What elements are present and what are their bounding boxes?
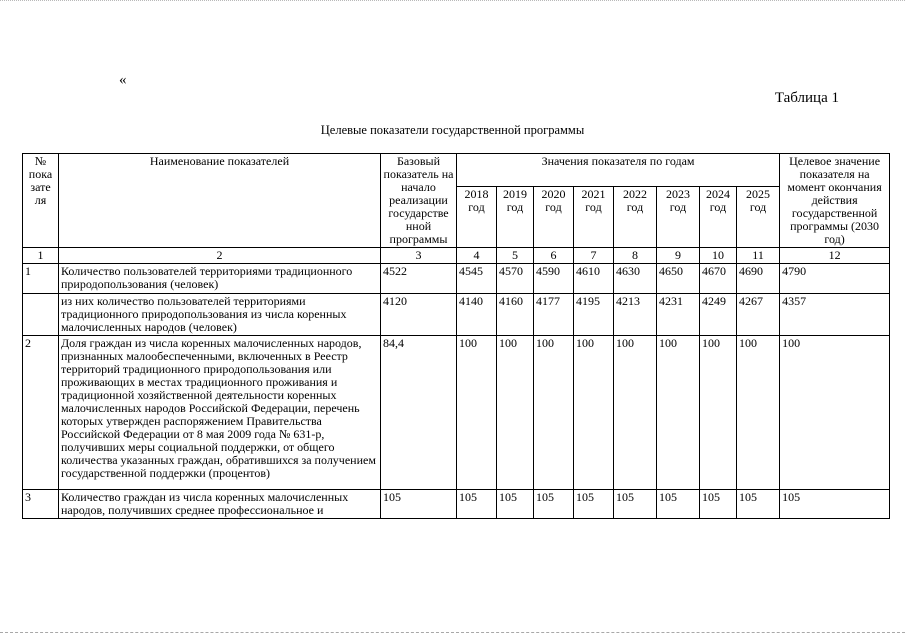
row-value: 100: [657, 336, 700, 490]
column-number-row: [23, 248, 890, 264]
row-value: 105: [614, 490, 657, 519]
column-number: 2: [59, 248, 381, 264]
row-value: 4267: [737, 294, 780, 336]
row-value: 4630: [614, 264, 657, 294]
column-number: 10: [700, 248, 737, 264]
row-base: 84,4: [381, 336, 457, 490]
row-target: 100: [780, 336, 890, 490]
quote-mark: «: [119, 72, 127, 88]
row-value: 105: [700, 490, 737, 519]
row-value: 4249: [700, 294, 737, 336]
table-number: Таблица 1: [774, 90, 839, 106]
table-row: [23, 490, 890, 519]
row-value: 100: [574, 336, 614, 490]
column-number: 8: [614, 248, 657, 264]
row-num: 2: [23, 336, 59, 490]
row-value: 4545: [457, 264, 497, 294]
row-target: 4357: [780, 294, 890, 336]
row-value: 100: [534, 336, 574, 490]
column-number: 6: [534, 248, 574, 264]
column-number: 3: [381, 248, 457, 264]
row-value: 4590: [534, 264, 574, 294]
column-number: 11: [737, 248, 780, 264]
row-name: Количество пользователей территориями традиционного природопользования (человек): [59, 264, 381, 294]
row-value: 105: [657, 490, 700, 519]
row-base: 105: [381, 490, 457, 519]
table-row: [23, 336, 890, 490]
indicators-table: [22, 153, 890, 519]
table-row: [23, 264, 890, 294]
column-number: 9: [657, 248, 700, 264]
scan-edge-bottom: [0, 632, 905, 635]
header-year: 2024 год: [700, 187, 737, 248]
header-row-1: [23, 154, 890, 187]
row-value: 4213: [614, 294, 657, 336]
row-value: 4650: [657, 264, 700, 294]
header-year: 2023 год: [657, 187, 700, 248]
row-value: 4690: [737, 264, 780, 294]
row-base: 4120: [381, 294, 457, 336]
row-num: [23, 294, 59, 336]
row-value: 105: [574, 490, 614, 519]
row-value: 4160: [497, 294, 534, 336]
row-name: Количество граждан из числа коренных малочисленных народов, получивших среднее профессиональное и: [59, 490, 381, 519]
header-year: 2022 год: [614, 187, 657, 248]
row-target: 4790: [780, 264, 890, 294]
row-value: 105: [457, 490, 497, 519]
scan-edge-top: [0, 0, 905, 5]
row-value: 105: [737, 490, 780, 519]
row-num: 1: [23, 264, 59, 294]
row-value: 4670: [700, 264, 737, 294]
header-year: 2019 год: [497, 187, 534, 248]
header-year: 2021 год: [574, 187, 614, 248]
table-row: [23, 294, 890, 336]
row-value: 100: [737, 336, 780, 490]
header-year: 2020 год: [534, 187, 574, 248]
row-num: 3: [23, 490, 59, 519]
header-num: № пока зате ля: [23, 154, 59, 248]
row-value: 4140: [457, 294, 497, 336]
header-target: Целевое значение показателя на момент окончания действия государственной программы (2030 год): [780, 154, 890, 248]
column-number: 5: [497, 248, 534, 264]
column-number: 1: [23, 248, 59, 264]
row-base: 4522: [381, 264, 457, 294]
row-value: 105: [497, 490, 534, 519]
row-value: 100: [497, 336, 534, 490]
row-value: 4610: [574, 264, 614, 294]
header-base: Базовый показатель на начало реализации государстве нной программы: [381, 154, 457, 248]
row-value: 4177: [534, 294, 574, 336]
row-value: 100: [457, 336, 497, 490]
row-name: Доля граждан из числа коренных малочисленных народов, признанных малообеспеченными, включенных в Реестр территорий традиционного природопользования или проживающих в местах традиционного проживания и традиционной хозяйственной деятельности коренных малочисленных народов Российской Федерации, перечень которых утвержден распоряжением Правительства Российской Федерации от 8 мая 2009 года № 631-р, получивших меры социальной поддержки, от общего количества указанных граждан, обратившихся за получением государственной поддержки (процентов): [59, 336, 381, 490]
row-value: 4231: [657, 294, 700, 336]
header-name: Наименование показателей: [59, 154, 381, 248]
header-years-group: Значения показателя по годам: [457, 154, 780, 187]
row-value: 4195: [574, 294, 614, 336]
row-value: 100: [700, 336, 737, 490]
column-number: 7: [574, 248, 614, 264]
header-year: 2018 год: [457, 187, 497, 248]
row-name: из них количество пользователей территориями традиционного природопользования из числа коренных малочисленных народов (человек): [59, 294, 381, 336]
column-number: 4: [457, 248, 497, 264]
row-value: 105: [534, 490, 574, 519]
header-year: 2025 год: [737, 187, 780, 248]
column-number: 12: [780, 248, 890, 264]
row-value: 100: [614, 336, 657, 490]
row-value: 4570: [497, 264, 534, 294]
row-target: 105: [780, 490, 890, 519]
table-caption: Целевые показатели государственной программы: [320, 123, 585, 137]
